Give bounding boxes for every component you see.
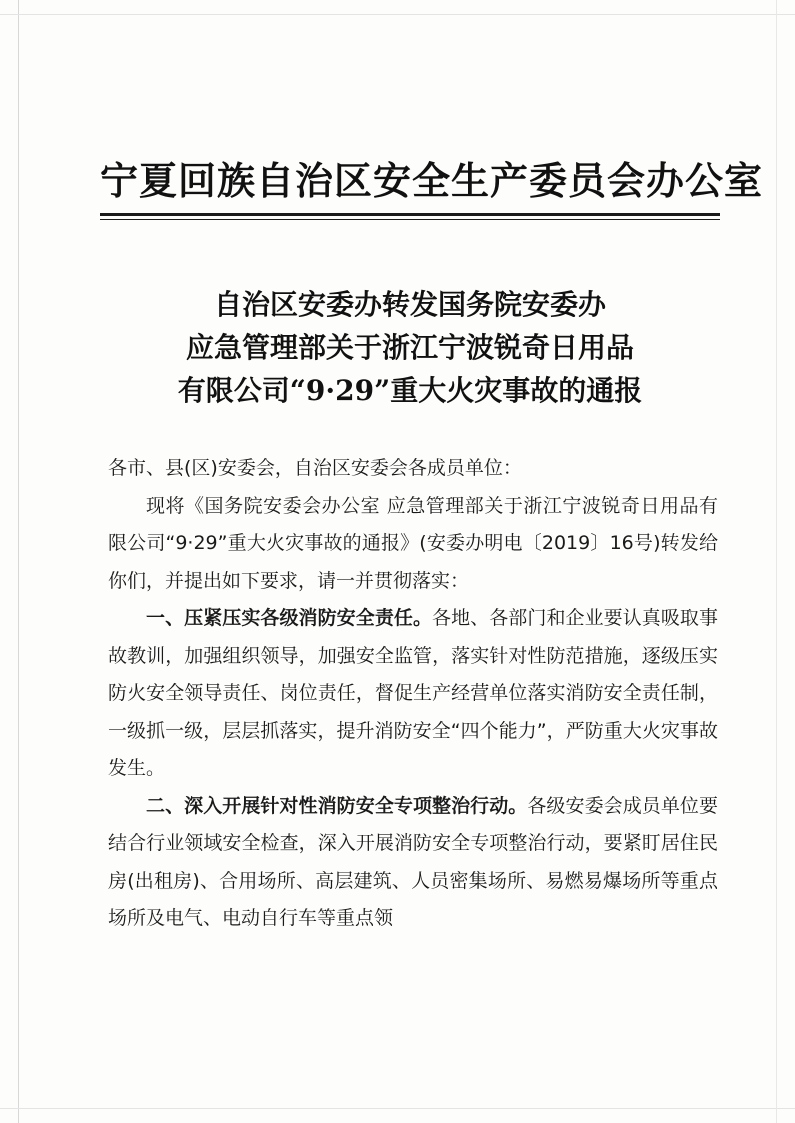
section-1-heading: 一、压紧压实各级消防安全责任。 <box>146 607 433 629</box>
header-rule-thick <box>100 213 720 216</box>
title-line-2: 应急管理部关于浙江宁波锐奇日用品 <box>185 331 634 364</box>
intro-paragraph: 现将《国务院安委会办公室 应急管理部关于浙江宁波锐奇日用品有限公司“9·29”重大火灾事故的通报》(安委办明电〔2019〕16号)转发给你们，并提出如下要求，请一并贯彻落实： <box>108 494 718 592</box>
document-body <box>108 450 718 938</box>
header-rule-thin <box>100 219 720 220</box>
scan-edge-bottom <box>0 1108 795 1109</box>
section-2-paragraph <box>108 788 718 938</box>
issuing-authority-header: 宁夏回族自治区安全生产委员会办公室 <box>100 158 764 203</box>
document-title <box>100 283 720 412</box>
section-1-text: 各地、各部门和企业要认真吸取事故教训，加强组织领导，加强安全监管，落实针对性防范措施，逐级压实防火安全领导责任、岗位责任，督促生产经营单位落实消防安全责任制，一级抓一级，层层抓落实，提升消防安全“四个能力”，严防重大火灾事故发生。 <box>108 607 718 779</box>
scan-edge-left <box>18 0 19 1123</box>
section-1-paragraph <box>108 600 718 788</box>
section-2-text: 各级安委会成员单位要结合行业领域安全检查，深入开展消防安全专项整治行动，要紧盯居住民房(出租房)、合用场所、高层建筑、人员密集场所、易燃易爆场所等重点场所及电气、电动自行车等重点领 <box>108 794 718 929</box>
salutation: 各市、县(区)安委会，自治区安委会各成员单位： <box>108 457 522 479</box>
title-line-1: 自治区安委办转发国务院安委办 <box>213 288 606 321</box>
scan-edge-top <box>0 14 795 15</box>
section-2-heading: 二、深入开展针对性消防安全专项整治行动。 <box>146 794 528 817</box>
scan-edge-right <box>776 0 777 1123</box>
title-line-3: 有限公司“9·29”重大火灾事故的通报 <box>177 374 643 407</box>
